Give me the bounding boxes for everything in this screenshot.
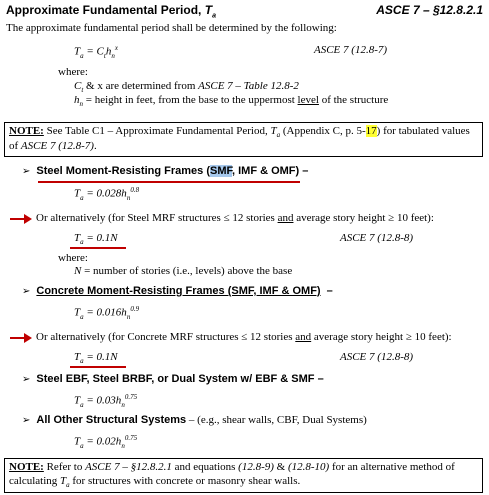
where-label: where:	[58, 66, 88, 78]
section-steel-mrf: ➢ Steel Moment-Resisting Frames (SMF, IMF & OMF) –	[22, 165, 309, 177]
page-highlight: 17	[365, 125, 377, 137]
section-steel-ebf: ➢ Steel EBF, Steel BRBF, or Dual System w/ EBF & SMF –	[22, 373, 324, 385]
bullet-arrow-icon: ➢	[22, 165, 31, 177]
formula-smf-alt: $T_a = 0.1N$	[74, 232, 118, 247]
red-underline	[70, 247, 126, 249]
where-line-1: $C_t$ & x are determined from ASCE 7 – Table 12.8-2	[74, 80, 299, 95]
formula-cmf-alt-ref: ASCE 7 (12.8-8)	[340, 351, 414, 363]
section-concrete-mrf: ➢ Concrete Moment-Resisting Frames (SMF, IMF & OMF) –	[22, 285, 333, 297]
where-line-2: $h_n$ = height in feet, from the base to the uppermost level of the structure	[74, 94, 389, 109]
section-other-systems: ➢ All Other Structural Systems – (e.g., shear walls, CBF, Dual Systems)	[22, 414, 367, 426]
formula-cmf-alt: $T_a = 0.1N$	[74, 351, 118, 366]
formula-cmf: $T_a = 0.016h_n^{0.9}$	[74, 305, 140, 321]
formula-other: $T_a = 0.02h_n^{0.75}$	[74, 434, 138, 450]
red-underline	[38, 181, 300, 183]
bullet-arrow-icon: ➢	[22, 373, 31, 385]
where-n: N = number of stories (i.e., levels) above the base	[74, 265, 293, 277]
note-box-1: NOTE: See Table C1 – Approximate Fundamental Period, $T_a$ (Appendix C, p. 5-17) for tabulated values of ASCE 7 (12.8-7).	[4, 122, 483, 157]
alt-row-cmf: Or alternatively (for Concrete MRF structures ≤ 12 stories and average story height ≥ 10 feet):	[10, 331, 452, 345]
red-arrow-icon	[10, 333, 32, 343]
intro-text: The approximate fundamental period shall be determined by the following:	[6, 22, 337, 34]
page-title: Approximate Fundamental Period, $T_a$	[6, 3, 216, 20]
formula-smf: $T_a = 0.028h_n^{0.8}$	[74, 186, 140, 202]
formula-main: $T_a = C_th_n^x$	[74, 44, 118, 60]
alt-row-smf: Or alternatively (for Steel MRF structures ≤ 12 stories and average story height ≥ 10 feet):	[10, 212, 434, 226]
formula-smf-alt-ref: ASCE 7 (12.8-8)	[340, 232, 414, 244]
where-label: where:	[58, 252, 88, 264]
bullet-arrow-icon: ➢	[22, 285, 31, 297]
code-reference: ASCE 7 – §12.8.2.1	[376, 3, 483, 17]
formula-main-ref: ASCE 7 (12.8-7)	[314, 44, 388, 56]
note-box-2: NOTE: Refer to ASCE 7 – §12.8.2.1 and equations (12.8-9) & (12.8-10) for an alternative method of calculating $T_a$ for structures with concrete or masonry shear walls.	[4, 458, 483, 493]
red-underline	[70, 366, 126, 368]
formula-ebf: $T_a = 0.03h_n^{0.75}$	[74, 393, 138, 409]
bullet-arrow-icon: ➢	[22, 414, 31, 426]
red-arrow-icon	[10, 214, 32, 224]
